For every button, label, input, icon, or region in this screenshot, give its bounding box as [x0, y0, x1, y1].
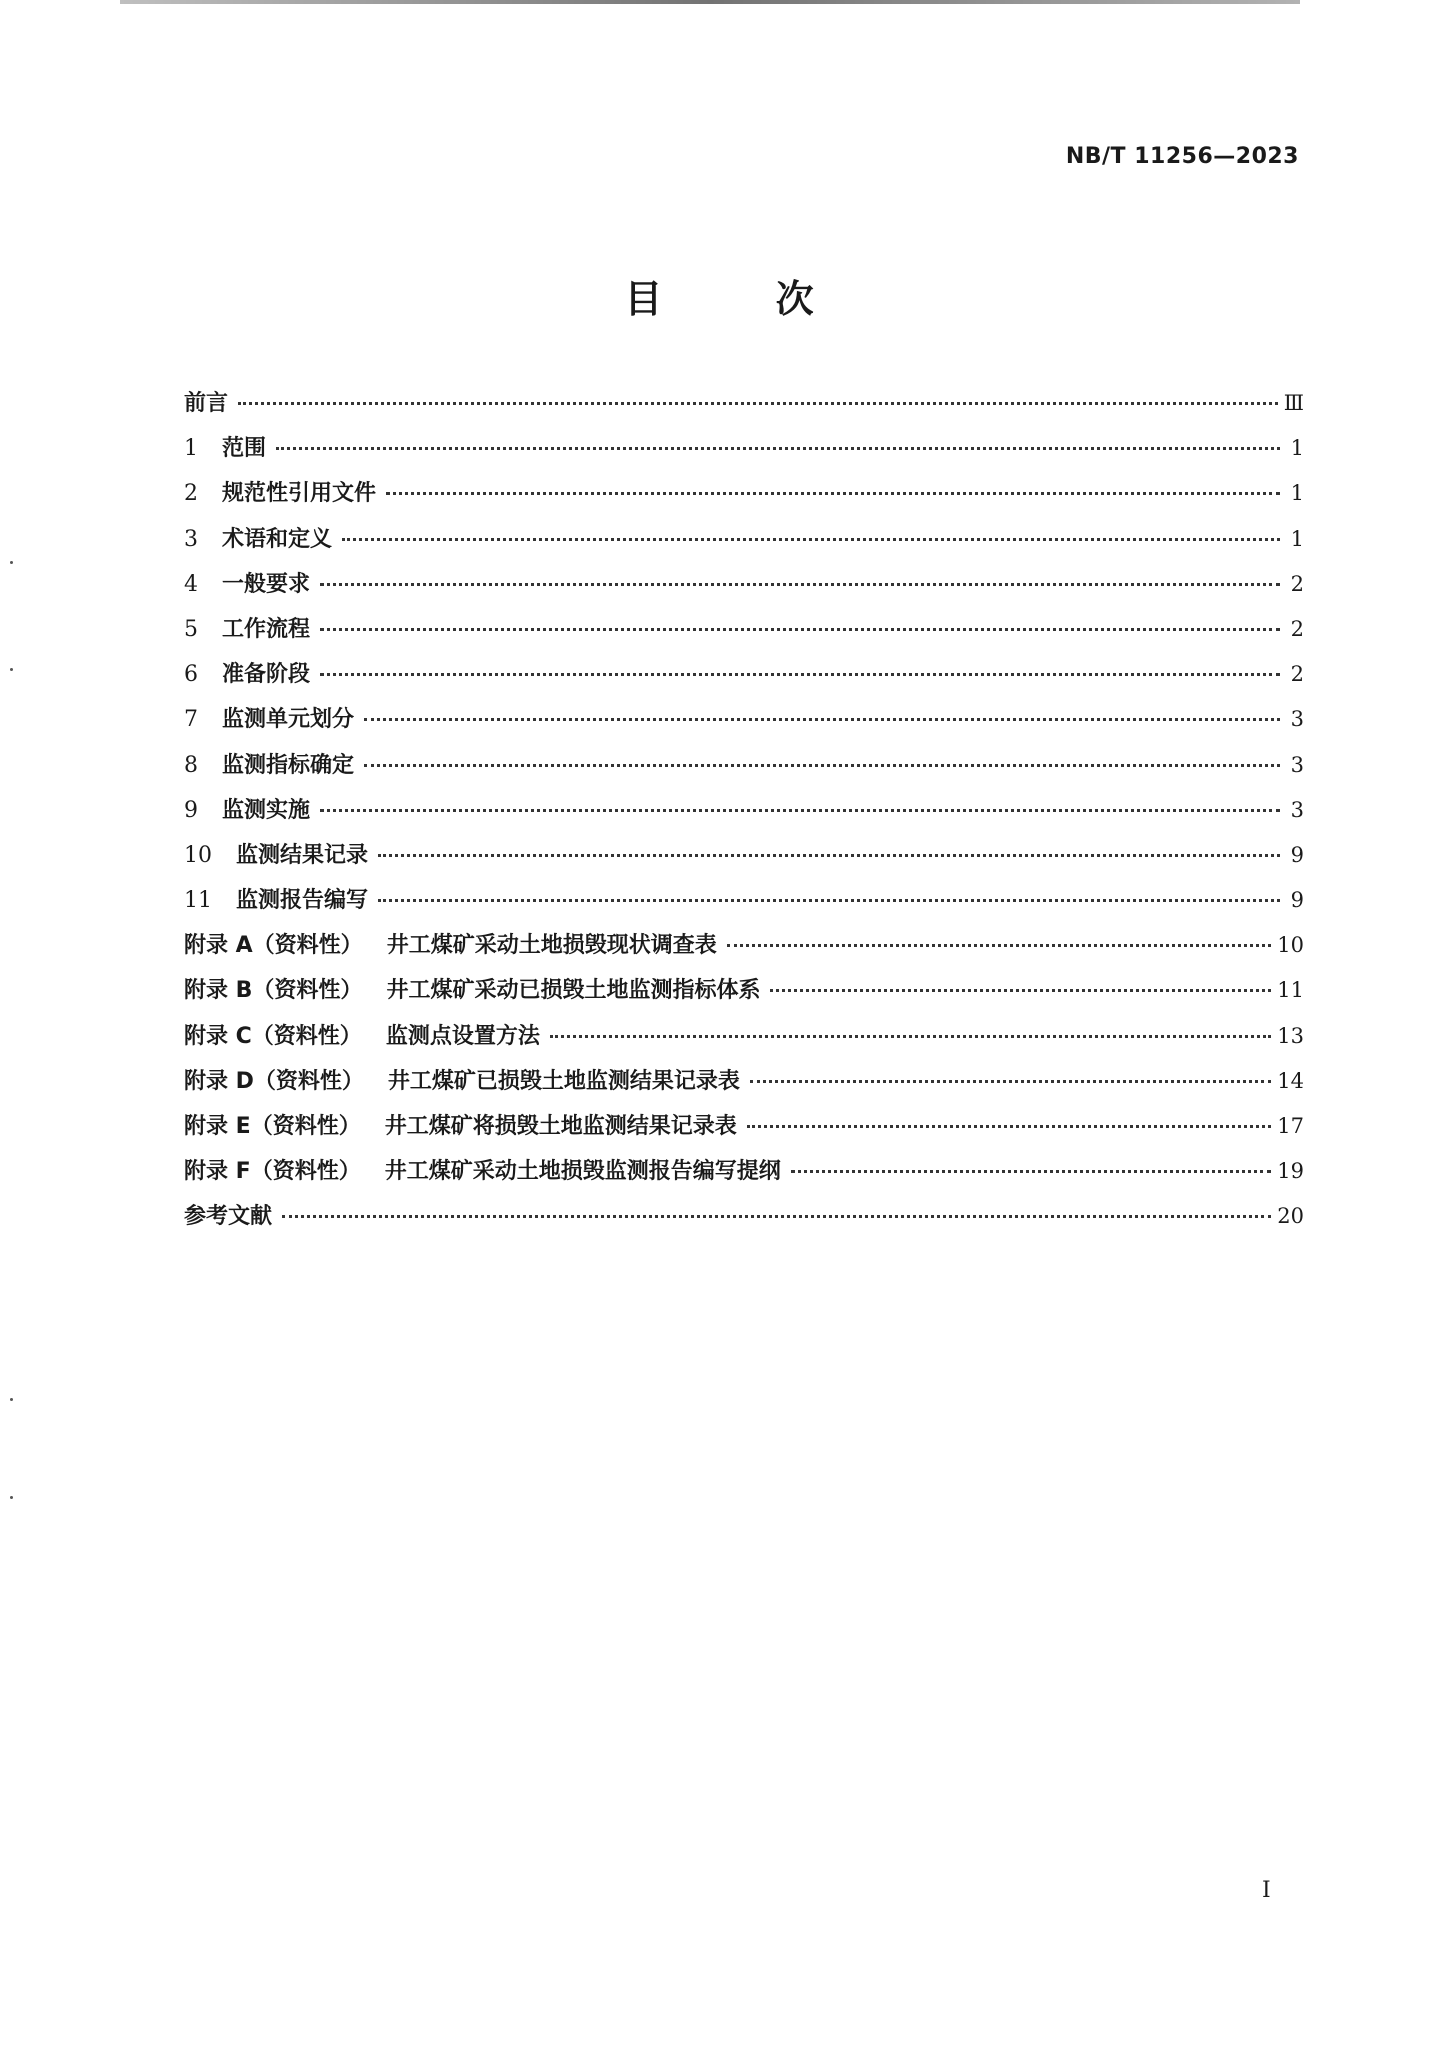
toc-entry-number: 1: [184, 436, 198, 462]
toc-entry: [184, 928, 1304, 973]
scan-speck: [10, 1398, 13, 1401]
toc-entry-page: 1: [1290, 481, 1304, 506]
toc-entry: [184, 838, 1304, 883]
toc-entry-label: [222, 793, 310, 824]
toc-entry-page: 19: [1277, 1159, 1304, 1184]
toc-entry-title: 监测报告编写: [236, 888, 369, 914]
toc-entry-label: [222, 431, 266, 462]
toc-entry-label: [184, 1154, 781, 1185]
toc-entry-label: [222, 748, 354, 779]
page-number: I: [1262, 1878, 1271, 1903]
toc-entry-title: 参考文献: [184, 1204, 273, 1230]
toc-entry-number: 9: [184, 797, 198, 823]
toc-leader-dots: [320, 673, 1280, 676]
toc-entry-title: 附录 C（资料性）: [184, 1023, 362, 1049]
toc-entry-number: 2: [184, 481, 198, 507]
toc-entry-number: 5: [184, 616, 198, 642]
scan-speck: [10, 1496, 13, 1499]
toc-entry-page: 3: [1290, 707, 1304, 732]
toc-entry-title: 附录 A（资料性）: [184, 933, 363, 959]
toc-entry-subtitle: 井工煤矿采动土地损毁监测报告编写提纲: [384, 1159, 781, 1185]
toc-entry-number: 8: [184, 752, 198, 778]
toc-entry-title: 工作流程: [222, 616, 311, 642]
toc-entry: [184, 702, 1304, 747]
toc-entry: [184, 522, 1304, 567]
toc-entry: [184, 748, 1304, 793]
toc-entry: [184, 386, 1304, 431]
toc-entry-page: 1: [1290, 526, 1304, 551]
toc-entry: [184, 612, 1304, 657]
toc-entry-title: 一般要求: [222, 571, 311, 597]
toc-entry-subtitle: 监测点设置方法: [385, 1023, 540, 1049]
toc-leader-dots: [282, 1215, 1271, 1218]
toc-entry-page: 2: [1290, 616, 1304, 641]
scan-speck: [10, 668, 13, 671]
toc-entry-page: 3: [1290, 797, 1304, 822]
toc-entry-number: 10: [184, 842, 212, 868]
toc-entry-label: [184, 1019, 540, 1050]
toc-entry-subtitle: 井工煤矿将损毁土地监测结果记录表: [384, 1114, 737, 1139]
scan-speck: [10, 561, 13, 564]
toc-entry-label: [222, 702, 354, 733]
toc-leader-dots: [320, 809, 1280, 812]
toc-entry-page: 1: [1290, 436, 1304, 461]
toc-entry: [184, 1199, 1304, 1244]
toc-leader-dots: [770, 989, 1271, 992]
toc-entry-title: 监测单元划分: [222, 707, 355, 733]
toc-entry: [184, 1154, 1304, 1199]
toc-entry-page: Ⅲ: [1283, 391, 1304, 415]
toc-entry-title: 规范性引用文件: [222, 481, 377, 507]
toc-entry-page: 20: [1277, 1204, 1304, 1229]
toc-leader-dots: [364, 764, 1280, 767]
toc-entry-page: 17: [1277, 1114, 1304, 1138]
toc-entry-label: [222, 657, 310, 688]
toc-entry: [184, 1019, 1304, 1064]
toc-leader-dots: [378, 854, 1280, 857]
toc-entry-number: 7: [184, 707, 198, 733]
toc-entry-title: 术语和定义: [222, 526, 333, 552]
toc-leader-dots: [747, 1125, 1272, 1128]
toc-entry-subtitle: 井工煤矿采动已损毁土地监测指标体系: [386, 978, 761, 1004]
toc-entry-page: 11: [1277, 978, 1304, 1003]
toc-entry: [184, 567, 1304, 612]
toc-leader-dots: [320, 583, 1280, 586]
toc-title: 目 次: [624, 277, 864, 321]
toc-entry-label: [184, 1109, 737, 1140]
toc-entry-number: 6: [184, 662, 198, 688]
toc-leader-dots: [364, 718, 1280, 721]
toc-entry: [184, 657, 1304, 702]
toc-entry-page: 9: [1290, 888, 1304, 913]
toc-entry-number: 11: [184, 888, 212, 914]
toc-entry: [184, 431, 1304, 476]
toc-leader-dots: [386, 492, 1280, 495]
toc-entry-page: 10: [1277, 933, 1304, 958]
toc-entry-label: [222, 612, 310, 643]
toc-entry-title: 附录 D（资料性）: [184, 1068, 364, 1094]
toc-entry-label: [184, 1199, 272, 1230]
toc-entry-page: 3: [1290, 752, 1304, 777]
toc-entry-label: [222, 476, 376, 507]
toc-entry-subtitle: 井工煤矿已损毁土地监测结果记录表: [387, 1068, 740, 1094]
toc-entry-page: 2: [1290, 571, 1304, 596]
toc-entry-title: 监测结果记录: [236, 842, 369, 868]
toc-entry-title: 监测指标确定: [222, 752, 355, 778]
toc-entry-title: 附录 B（资料性）: [184, 978, 363, 1004]
toc-entry-page: 14: [1277, 1068, 1304, 1093]
toc-entry-label: [236, 883, 368, 914]
toc-leader-dots: [276, 447, 1280, 450]
toc-entry: [184, 1109, 1304, 1154]
toc-entry-number: 4: [184, 571, 198, 597]
toc-leader-dots: [727, 944, 1272, 947]
toc-entry-title: 附录 F（资料性）: [184, 1159, 361, 1185]
toc-entry-page: 13: [1277, 1023, 1304, 1048]
toc-entry-label: [184, 928, 717, 959]
toc-leader-dots: [320, 628, 1280, 631]
toc-entry: [184, 476, 1304, 521]
toc-entry-page: 2: [1290, 662, 1304, 687]
toc-entry-number: 3: [184, 526, 198, 552]
toc-leader-dots: [378, 899, 1280, 902]
toc-entry-label: [236, 838, 368, 869]
toc-entry-subtitle: 井工煤矿采动土地损毁现状调查表: [386, 933, 717, 959]
scan-top-edge: [120, 0, 1300, 4]
toc-entry-title: 范围: [222, 436, 267, 462]
toc-entry-title: 准备阶段: [222, 662, 311, 688]
toc-entry-page: 9: [1290, 842, 1304, 867]
toc-entry: [184, 883, 1304, 928]
table-of-contents: [184, 386, 1304, 1245]
toc-entry: [184, 1064, 1304, 1109]
toc-entry-label: [222, 567, 310, 598]
toc-leader-dots: [342, 538, 1280, 541]
toc-leader-dots: [791, 1170, 1272, 1173]
toc-entry-label: [184, 1064, 740, 1095]
toc-leader-dots: [550, 1035, 1271, 1038]
standard-number: NB/T 11256—2023: [1065, 144, 1299, 169]
toc-leader-dots: [750, 1080, 1271, 1083]
toc-entry-label: [184, 386, 228, 417]
toc-entry: [184, 973, 1304, 1018]
toc-entry-title: 前言: [184, 391, 229, 416]
toc-entry: [184, 793, 1304, 838]
toc-entry-label: [222, 522, 332, 553]
toc-entry-title: 附录 E（资料性）: [184, 1114, 361, 1139]
toc-leader-dots: [238, 402, 1278, 405]
toc-entry-title: 监测实施: [222, 797, 311, 823]
toc-entry-label: [184, 973, 760, 1004]
